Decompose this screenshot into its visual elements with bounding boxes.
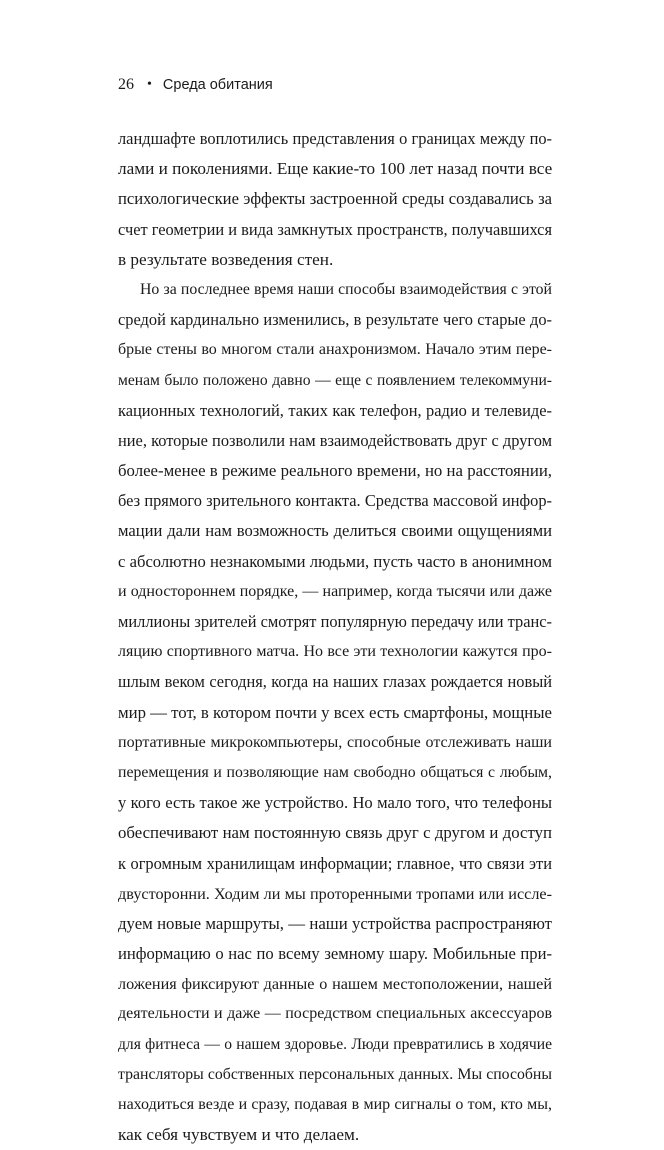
text-line: кационных технологий, таких как телефон, радио и телевиде- [118,400,552,420]
text-line: счет геометрии и вида замкнутых пространств, получавшихся [118,219,552,239]
text-line: ложения фиксируют данные о нашем местоположении, нашей [118,975,552,994]
page-number: 26 [118,76,134,93]
text-line: ние, которые позволили нам взаимодействовать друг с другом [118,430,552,450]
text-line: и одностороннем порядке, — например, когда тысячи или даже [118,582,552,600]
text-line: без прямого зрительного контакта. Средства массовой инфор- [118,491,552,511]
text-line: миллионы зрителей смотрят популярную передачу или транс- [118,612,552,631]
text-line: мации дали нам возможность делиться своими ощущениями [118,521,552,541]
text-line: как себя чувствуем и что делаем. [118,1125,360,1145]
text-line: с абсолютно незнакомыми людьми, пусть часто в анонимном [118,551,552,571]
text-line: в результате возведения стен. [118,249,334,269]
text-line: менам было положено давно — еще с появлением телекоммуни- [118,371,552,389]
text-line: у кого есть такое же устройство. Но мало того, что телефоны [118,793,552,813]
text-line: шлым веком сегодня, когда на наших глазах рождается новый [118,672,552,692]
running-head [118,76,273,94]
text-line: перемещения и позволяющие нам свободно общаться с любым, [118,763,552,781]
text-line: мир — тот, в котором почти у всех есть смартфоны, мощные [118,702,552,722]
text-line: Но за последнее время наши способы взаимодействия с этой [140,280,552,298]
text-line: обеспечивают нам постоянную связь друг с другом и доступ [118,823,552,843]
text-line: трансляторы собственных персональных данных. Мы способны [118,1065,552,1083]
text-line: средой кардинально изменились, в результате чего старые до- [118,310,552,330]
text-line: брые стены во многом стали анахронизмом. Начало этим пере- [118,341,552,359]
body-text [118,124,552,1150]
text-line: информацию о нас по всему земному шару. Мобильные при- [118,944,552,964]
section-title: Среда обитания [162,77,273,93]
text-line: ландшафте воплотились представления о границах между по- [118,129,552,148]
text-line: более-менее в режиме реального времени, но на расстоянии, [118,461,552,481]
text-line: для фитнеса — о нашем здоровье. Люди превратились в ходячие [118,1035,552,1053]
header-separator: • [147,77,152,92]
text-line: к огромным хранилищам информации; главное, что связи эти [118,853,552,873]
text-line: находиться везде и сразу, подавая в мир сигналы о том, кто мы, [118,1096,552,1113]
text-line: двусторонни. Ходим ли мы проторенными тропами или иссле- [118,884,552,903]
text-line: портативные микрокомпьютеры, способные отслеживать наши [118,733,552,751]
text-line: дуем новые маршруты, — наши устройства распространяют [118,913,552,933]
text-line: деятельности и даже — посредством специальных аксессуаров [118,1005,552,1023]
text-line: лами и поколениями. Еще какие-то 100 лет назад почти все [118,159,553,179]
text-line: ляцию спортивного матча. Но все эти технологии кажутся про- [118,643,552,661]
text-line: психологические эффекты застроенной среды создавались за [118,189,552,209]
